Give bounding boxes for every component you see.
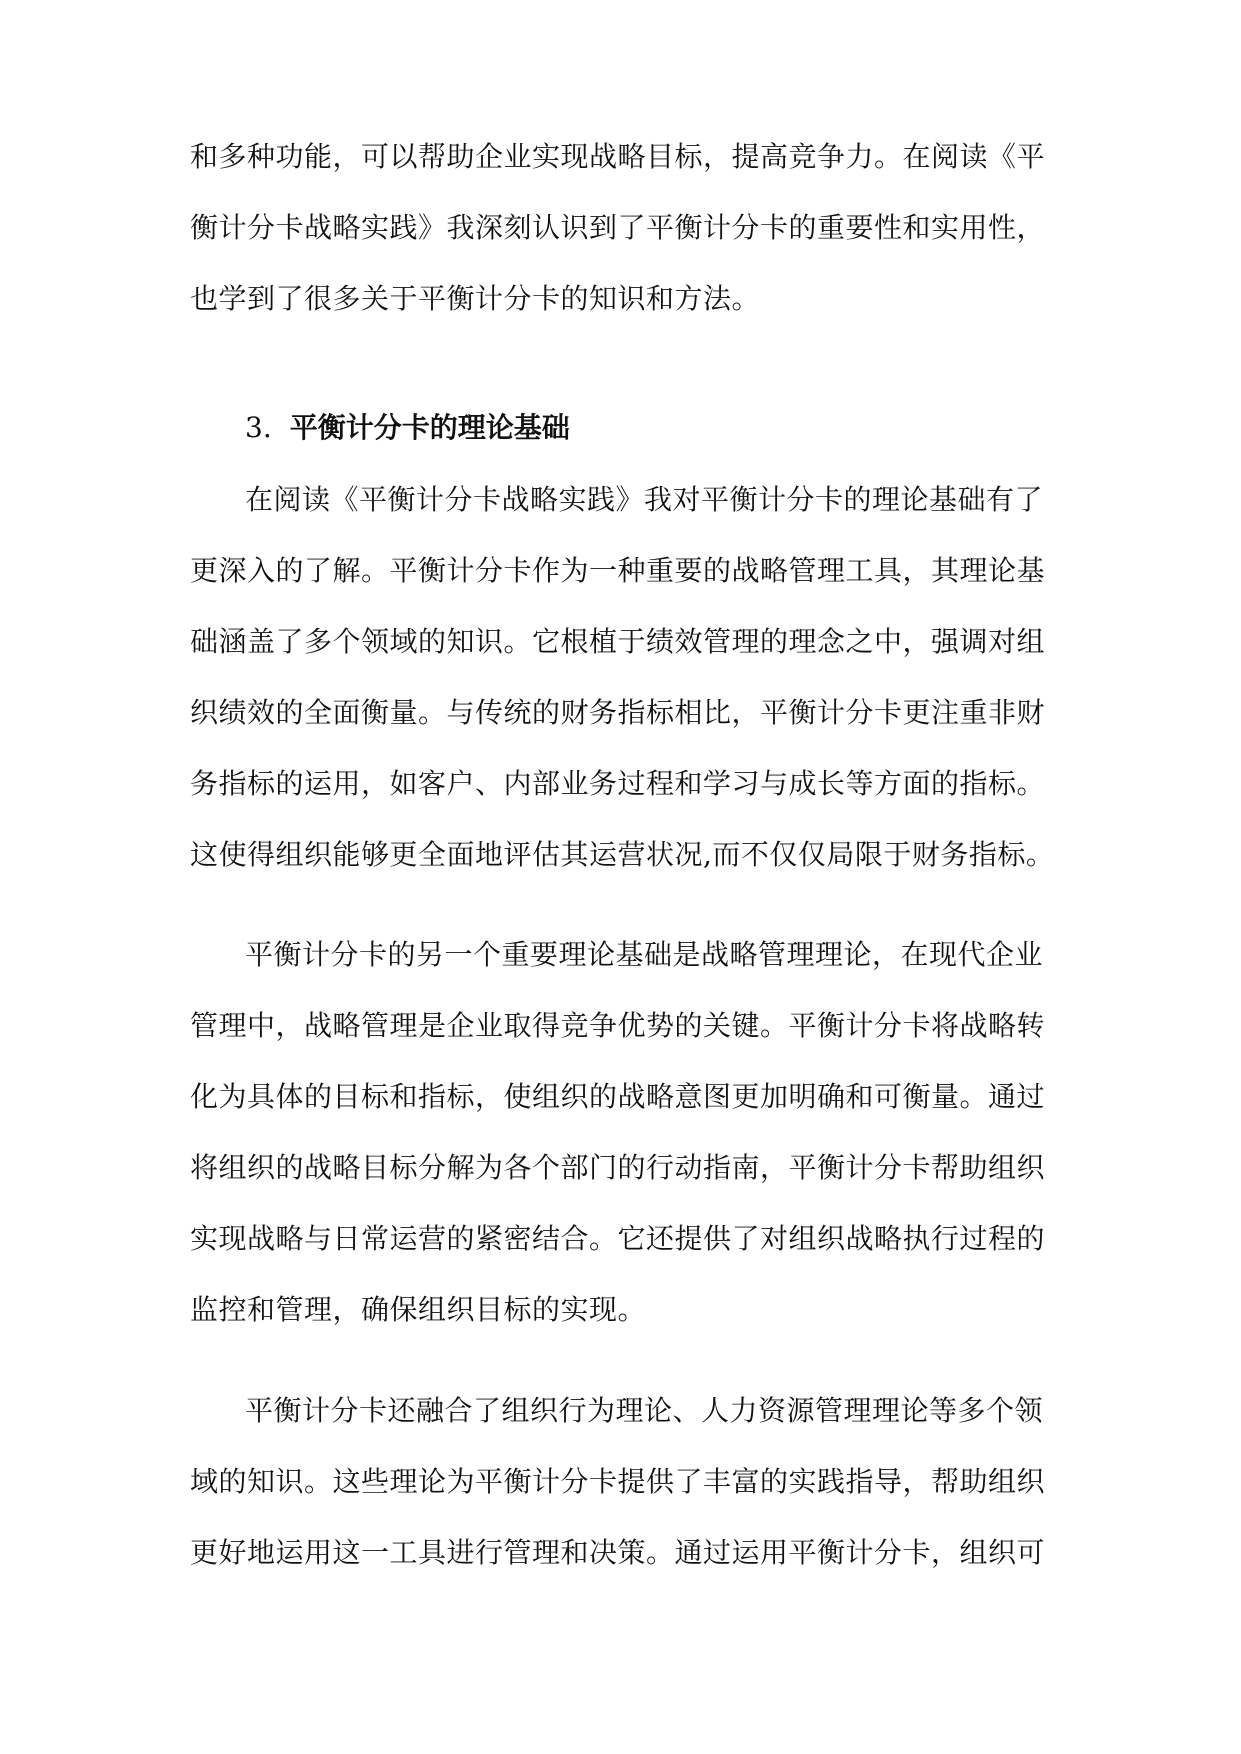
text-line: 务指标的运用，如客户、内部业务过程和学习与成长等方面的指标。 xyxy=(190,767,1046,800)
text-line: 域的知识。这些理论为平衡计分卡提供了丰富的实践指导，帮助组织 xyxy=(190,1465,1046,1498)
text-line: 更深入的了解。平衡计分卡作为一种重要的战略管理工具，其理论基 xyxy=(190,554,1046,587)
text-line: 监控和管理，确保组织目标的实现。 xyxy=(190,1293,647,1326)
section-title: 平衡计分卡的理论基础 xyxy=(289,411,570,444)
text-line: 管理中，战略管理是企业取得竞争优势的关键。平衡计分卡将战略转 xyxy=(190,1009,1046,1042)
section-heading xyxy=(245,408,570,448)
text-line: 织绩效的全面衡量。与传统的财务指标相比，平衡计分卡更注重非财 xyxy=(190,696,1046,729)
text-line: 也学到了很多关于平衡计分卡的知识和方法。 xyxy=(190,282,761,315)
text-line: 实现战略与日常运营的紧密结合。它还提供了对组织战略执行过程的 xyxy=(190,1222,1046,1255)
text-line: 在阅读《平衡计分卡战略实践》我对平衡计分卡的理论基础有了 xyxy=(245,483,1044,516)
text-line: 平衡计分卡的另一个重要理论基础是战略管理理论，在现代企业 xyxy=(245,938,1044,971)
text-line: 将组织的战略目标分解为各个部门的行动指南，平衡计分卡帮助组织 xyxy=(190,1151,1046,1184)
text-line: 化为具体的目标和指标，使组织的战略意图更加明确和可衡量。通过 xyxy=(190,1080,1046,1113)
text-line: 更好地运用这一工具进行管理和决策。通过运用平衡计分卡，组织可 xyxy=(190,1536,1046,1569)
section-number: 3. xyxy=(245,411,272,444)
text-line: 这使得组织能够更全面地评估其运营状况,而不仅仅局限于财务指标。 xyxy=(190,838,1055,871)
text-line: 和多种功能，可以帮助企业实现战略目标，提高竞争力。在阅读《平 xyxy=(190,140,1046,173)
text-line: 础涵盖了多个领域的知识。它根植于绩效管理的理念之中，强调对组 xyxy=(190,625,1046,658)
text-line: 平衡计分卡还融合了组织行为理论、人力资源管理理论等多个领 xyxy=(245,1394,1044,1427)
text-line: 衡计分卡战略实践》我深刻认识到了平衡计分卡的重要性和实用性， xyxy=(190,211,1046,244)
